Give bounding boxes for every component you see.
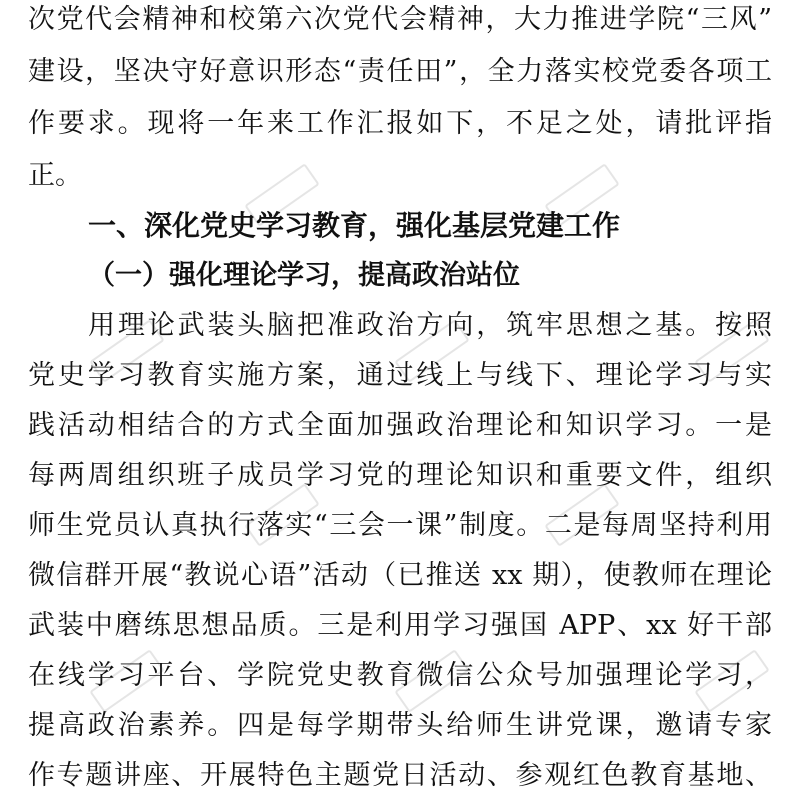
section-heading: 一、深化党史学习教育，强化基层党建工作 (88, 209, 621, 242)
body-line: 建设，坚决守好意识形态“责任田”，全力落实校党委各项工 (28, 56, 772, 87)
body-line: 践活动相结合的方式全面加强政治理论和知识学习。一是 (28, 410, 772, 441)
subsection-heading: （一）强化理论学习，提高政治站位 (88, 260, 520, 291)
body-line: 每两周组织班子成员学习党的理论知识和重要文件，组织 (28, 460, 772, 491)
body-line: 提高政治素养。四是每学期带头给师生讲党课，邀请专家 (28, 710, 772, 741)
body-line: 武装中磨练思想品质。三是利用学习强国 APP、xx 好干部 (28, 610, 772, 641)
body-line: 师生党员认真执行落实“三会一课”制度。二是每周坚持利用 (28, 510, 772, 541)
body-line: 党史学习教育实施方案，通过线上与线下、理论学习与实 (28, 360, 772, 391)
body-line: 在线学习平台、学院党史教育微信公众号加强理论学习， (28, 660, 772, 691)
body-line: 作专题讲座、开展特色主题党日活动、参观红色教育基地、 (28, 760, 772, 791)
body-line: 次党代会精神和校第六次党代会精神，大力推进学院“三风” (28, 4, 772, 35)
body-line: 微信群开展“教说心语”活动（已推送 xx 期），使教师在理论 (28, 560, 772, 591)
body-line: 作要求。现将一年来工作汇报如下，不足之处，请批评指 (28, 108, 772, 139)
body-line: 正。 (28, 160, 82, 191)
body-line: 用理论武装头脑把准政治方向，筑牢思想之基。按照 (88, 310, 772, 341)
